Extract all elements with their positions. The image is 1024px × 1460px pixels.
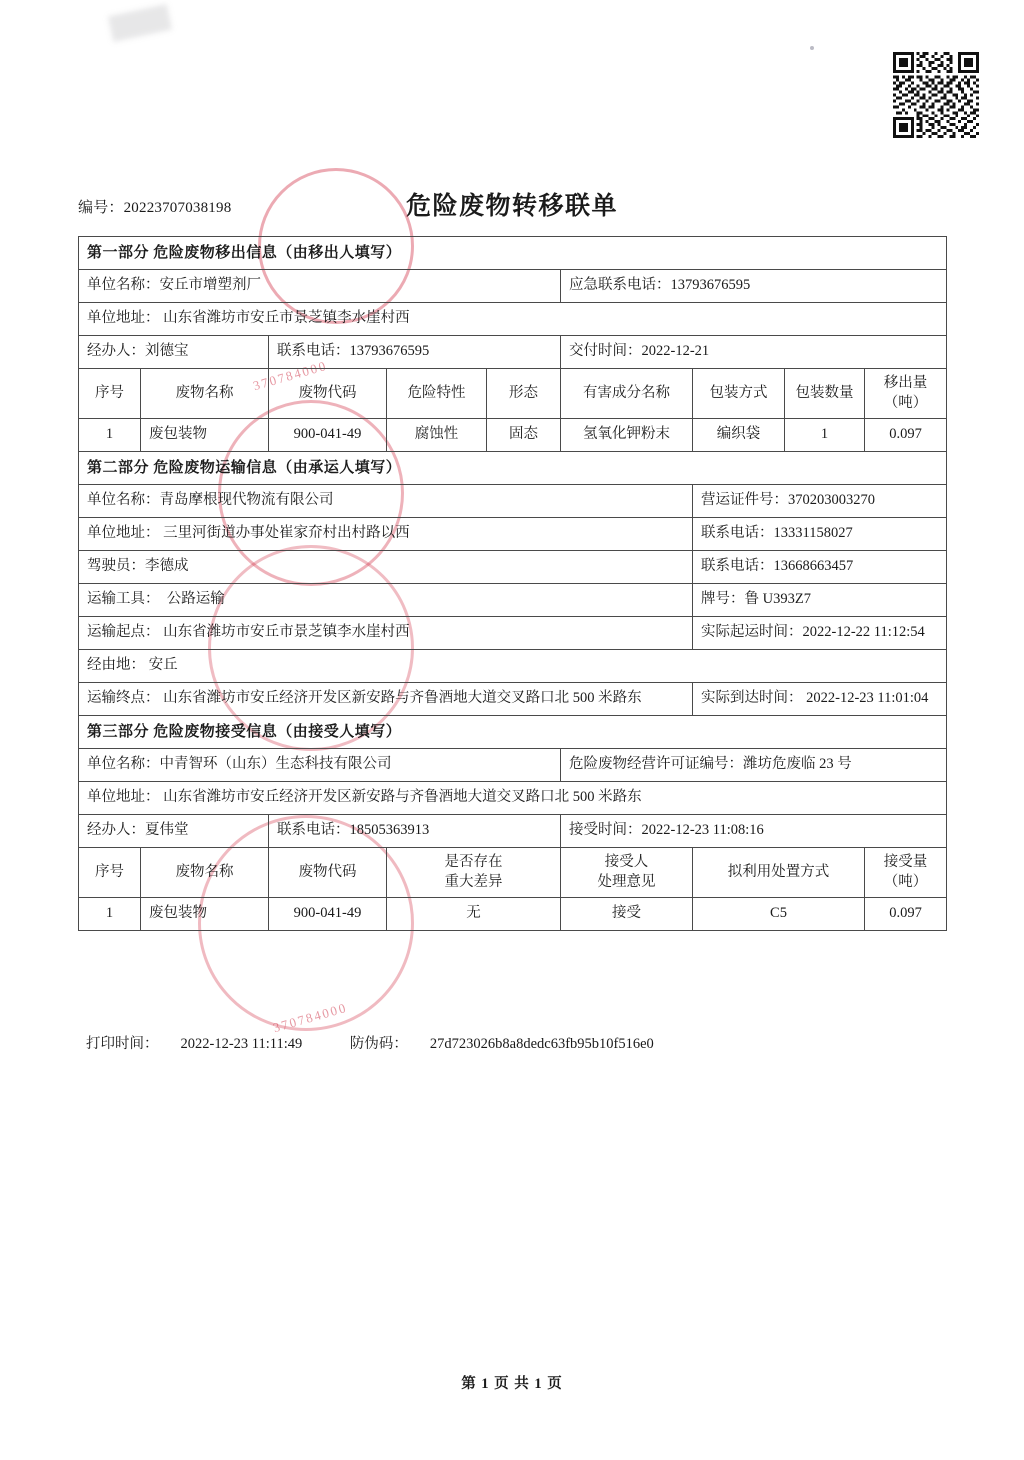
s3-permit-cell	[561, 749, 947, 782]
s2-driver-cell	[79, 551, 693, 584]
s1-unit-name-label: 单位名称：	[87, 277, 160, 294]
page-title: 危险废物转移联单	[405, 193, 618, 220]
s1-contact-phone-value: 13793676595	[349, 343, 430, 360]
anti-fake-label: 防伪码：	[349, 1036, 408, 1052]
table-row	[79, 782, 947, 815]
s2-destination-cell	[79, 683, 693, 716]
s2-driver-phone-value: 13668663457	[773, 558, 854, 575]
s3-contact-phone-cell	[269, 815, 561, 848]
document-number-label: 编号：	[78, 200, 124, 216]
s1-unit-address-label: 单位地址：	[87, 310, 160, 327]
seal-text-1: 370784000	[251, 357, 329, 394]
s2-unit-name-value: 青岛摩根现代物流有限公司	[159, 492, 334, 509]
s3-permit-label: 危险废物经营许可证编号：	[569, 756, 743, 773]
s1-cell-package-count: 1	[785, 419, 865, 452]
s1-col-package-type: 包装方式	[693, 369, 785, 419]
s1-handler-value: 刘德宝	[145, 343, 189, 360]
anti-fake-code	[350, 1036, 676, 1052]
s3-cell-accept-amount: 0.097	[865, 898, 947, 931]
s1-emergency-phone-value: 13793676595	[670, 277, 751, 294]
s3-unit-name-value: 中青智环（山东）生态科技有限公司	[159, 756, 392, 773]
s2-contact-phone-value: 13331158027	[773, 525, 853, 542]
s2-origin-value: 山东省潍坊市安丘市景芝镇李水崖村西	[163, 624, 410, 641]
s2-license-label: 营运证件号：	[701, 492, 788, 509]
print-time-value: 2022-12-23 11:11:49	[180, 1036, 303, 1052]
s3-contact-phone-value: 18505363913	[349, 822, 430, 839]
s1-emergency-phone-cell	[561, 270, 947, 303]
s1-col-waste-name: 废物名称	[141, 369, 269, 419]
s1-cell-index: 1	[79, 419, 141, 452]
section2-title: 第二部分 危险废物运输信息（由承运人填写）	[79, 452, 947, 485]
s3-col-receiver-opinion-line2: 处理意见	[597, 873, 656, 890]
table-row	[79, 270, 947, 303]
s2-unit-address-value: 三里河街道办事处崔家夼村出村路以西	[163, 525, 410, 542]
s2-via-label: 经由地：	[87, 657, 145, 674]
s3-unit-address-cell	[79, 782, 947, 815]
s1-waste-header-row	[79, 369, 947, 419]
s3-permit-value: 潍坊危废临 23 号	[743, 756, 852, 773]
print-time	[86, 1036, 324, 1052]
s1-col-waste-code: 废物代码	[269, 369, 387, 419]
s3-col-major-difference	[387, 848, 561, 898]
s2-plate-label: 牌号：	[701, 591, 745, 608]
s3-col-waste-code: 废物代码	[269, 848, 387, 898]
s2-actual-depart-cell	[693, 617, 947, 650]
s1-col-package-count: 包装数量	[785, 369, 865, 419]
table-row	[79, 303, 947, 336]
s2-driver-value: 李德成	[145, 558, 189, 575]
table-row	[79, 617, 947, 650]
s2-transport-tool-value: 公路运输	[166, 591, 225, 608]
s1-col-index: 序号	[79, 369, 141, 419]
s3-cell-waste-code: 900-041-49	[269, 898, 387, 931]
s3-unit-name-cell	[79, 749, 561, 782]
s1-emergency-phone-label: 应急联系电话：	[569, 277, 671, 294]
s2-transport-tool-label: 运输工具：	[87, 591, 160, 608]
s1-cell-hazard: 腐蚀性	[387, 419, 487, 452]
s2-license-value: 370203003270	[788, 492, 875, 509]
qr-code	[893, 52, 979, 138]
s3-cell-index: 1	[79, 898, 141, 931]
table-row	[79, 749, 947, 782]
page-footer: 第 1 页 共 1 页	[461, 1376, 563, 1392]
s2-destination-value: 山东省潍坊市安丘经济开发区新安路与齐鲁酒地大道交叉路口北 500 米路东	[163, 690, 642, 707]
s2-unit-address-label: 单位地址：	[87, 525, 160, 542]
s2-via-cell	[79, 650, 947, 683]
s1-unit-name-cell	[79, 270, 561, 303]
s3-cell-major-difference: 无	[387, 898, 561, 931]
s3-waste-header-row	[79, 848, 947, 898]
s1-col-hazard: 危险特性	[387, 369, 487, 419]
s3-col-major-difference-line1: 是否存在	[444, 854, 503, 871]
s3-handler-label: 经办人：	[87, 822, 145, 839]
s3-cell-receiver-opinion: 接受	[561, 898, 693, 931]
s3-unit-address-value: 山东省潍坊市安丘经济开发区新安路与齐鲁酒地大道交叉路口北 500 米路东	[163, 789, 642, 806]
s1-handler-cell	[79, 336, 269, 369]
table-row	[79, 584, 947, 617]
table-row	[79, 518, 947, 551]
table-row	[79, 898, 947, 931]
section2-title-row	[79, 452, 947, 485]
s2-transport-tool-cell	[79, 584, 693, 617]
s2-unit-name-cell	[79, 485, 693, 518]
ink-smudge	[108, 4, 172, 42]
table-row	[79, 683, 947, 716]
s2-license-cell	[693, 485, 947, 518]
manifest-table	[78, 236, 947, 931]
s1-contact-phone-cell	[269, 336, 561, 369]
s1-unit-address-value: 山东省潍坊市安丘市景芝镇李水崖村西	[163, 310, 410, 327]
s3-unit-name-label: 单位名称：	[87, 756, 160, 773]
s3-unit-address-label: 单位地址：	[87, 789, 160, 806]
section3-title: 第三部分 危险废物接受信息（由接受人填写）	[79, 716, 947, 749]
s1-deliver-time-label: 交付时间：	[569, 343, 642, 360]
table-row	[79, 336, 947, 369]
s2-unit-address-cell	[79, 518, 693, 551]
s3-cell-disposal-method: C5	[693, 898, 865, 931]
s3-col-index: 序号	[79, 848, 141, 898]
s2-origin-label: 运输起点：	[87, 624, 160, 641]
s3-accept-time-cell	[561, 815, 947, 848]
s2-unit-name-label: 单位名称：	[87, 492, 160, 509]
s1-cell-waste-code: 900-041-49	[269, 419, 387, 452]
anti-fake-value: 27d723026b8a8dedc63fb95b10f516e0	[429, 1036, 654, 1052]
s2-driver-phone-cell	[693, 551, 947, 584]
table-row	[79, 650, 947, 683]
section1-title-row	[79, 237, 947, 270]
s1-col-amount: 移出量（吨）	[865, 369, 947, 419]
table-row	[79, 485, 947, 518]
s1-unit-address-cell	[79, 303, 947, 336]
s1-col-harmful: 有害成分名称	[561, 369, 693, 419]
s3-contact-phone-label: 联系电话：	[277, 822, 350, 839]
s3-handler-cell	[79, 815, 269, 848]
s2-driver-label: 驾驶员：	[87, 558, 145, 575]
section3-title-row	[79, 716, 947, 749]
s1-cell-waste-name: 废包装物	[141, 419, 269, 452]
ink-dot	[810, 46, 814, 50]
s1-deliver-time-value: 2022-12-21	[641, 343, 710, 360]
s2-origin-cell	[79, 617, 693, 650]
s2-plate-cell	[693, 584, 947, 617]
section1-title: 第一部分 危险废物移出信息（由移出人填写）	[79, 237, 947, 270]
s3-col-disposal-method: 拟利用处置方式	[693, 848, 865, 898]
s3-col-accept-amount: 接受量（吨）	[865, 848, 947, 898]
s3-col-major-difference-line2: 重大差异	[444, 873, 503, 890]
table-row	[79, 815, 947, 848]
s2-contact-phone-cell	[693, 518, 947, 551]
s1-cell-form: 固态	[487, 419, 561, 452]
document-number-value: 20223707038198	[123, 200, 232, 216]
s1-cell-amount: 0.097	[865, 419, 947, 452]
s1-cell-harmful: 氢氧化钾粉末	[561, 419, 693, 452]
s3-col-receiver-opinion	[561, 848, 693, 898]
s1-cell-package-type: 编织袋	[693, 419, 785, 452]
s1-deliver-time-cell	[561, 336, 947, 369]
s1-contact-phone-label: 联系电话：	[277, 343, 350, 360]
s2-driver-phone-label: 联系电话：	[701, 558, 774, 575]
seal-text-2: 370784000	[271, 999, 349, 1036]
s2-actual-depart-label: 实际起运时间：	[701, 624, 803, 641]
s3-cell-waste-name: 废包装物	[141, 898, 269, 931]
s1-col-form: 形态	[487, 369, 561, 419]
s1-unit-name-value: 安丘市增塑剂厂	[159, 277, 261, 294]
print-time-label: 打印时间：	[86, 1036, 159, 1052]
s2-via-value: 安丘	[148, 657, 178, 674]
s3-col-waste-name: 废物名称	[141, 848, 269, 898]
s2-actual-depart-value: 2022-12-22 11:12:54	[802, 624, 925, 641]
s2-destination-label: 运输终点：	[87, 690, 160, 707]
s3-col-receiver-opinion-line1: 接受人	[604, 854, 649, 871]
s2-actual-arrive-cell	[693, 683, 947, 716]
footer-info	[86, 1032, 698, 1053]
s3-handler-value: 夏伟堂	[145, 822, 189, 839]
s2-actual-arrive-value: 2022-12-23 11:01:04	[806, 690, 929, 707]
s2-contact-phone-label: 联系电话：	[701, 525, 774, 542]
table-row	[79, 551, 947, 584]
s2-actual-arrive-label: 实际到达时间：	[701, 690, 803, 707]
s3-accept-time-label: 接受时间：	[569, 822, 642, 839]
s3-accept-time-value: 2022-12-23 11:08:16	[641, 822, 764, 839]
table-row	[79, 419, 947, 452]
s2-plate-value: 鲁 U393Z7	[744, 591, 811, 608]
s1-handler-label: 经办人：	[87, 343, 145, 360]
